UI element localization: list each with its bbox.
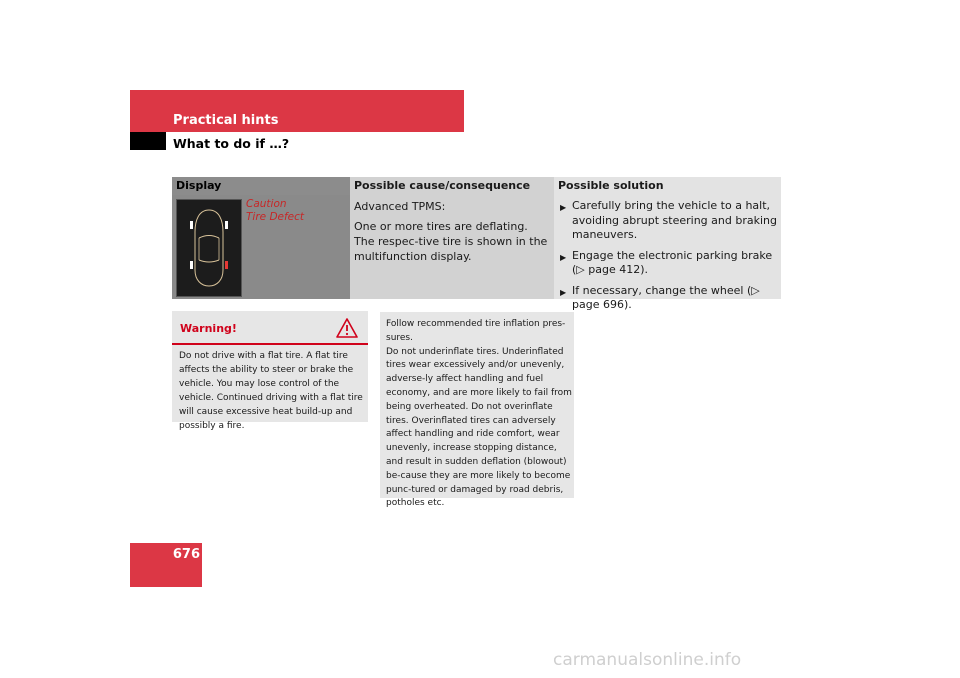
display-message xyxy=(246,198,304,224)
info-line1: Follow recommended tire inflation pres-sures. xyxy=(386,319,566,343)
solution-text: Engage the electronic parking brake (▷ page 412). xyxy=(572,248,773,276)
info-line2: Do not underinflate tires. Underinflated tires wear excessively and/or unevenly, adverse-ly affect handling and fuel economy, and are more likely to fail from being overheated. Do not overinflate tires. Overinflated tires can adversely affect handling and ride comfort, wear unevenly, increase stopping distance, and result in sudden deflation (blowout) be-cause they are more likely to become punc-tured or damaged by road debris, potholes etc. xyxy=(386,346,572,509)
bullet-triangle-icon: ▶ xyxy=(560,252,567,262)
column-header-display: Display xyxy=(172,177,350,195)
solution-cell xyxy=(554,195,781,311)
column-header-solution: Possible solution xyxy=(554,177,781,195)
warning-title: Warning! xyxy=(180,322,237,335)
display-message-line1: Caution xyxy=(246,198,287,210)
display-message-line2: Tire Defect xyxy=(246,211,305,223)
bullet-triangle-icon: ▶ xyxy=(560,287,567,297)
warning-divider xyxy=(172,343,368,345)
cause-heading: Advanced TPMS: xyxy=(354,200,446,213)
cause-text: One or more tires are deflating. The respec-tive tire is shown in the multifunction display. xyxy=(354,220,548,263)
section-title: Practical hints xyxy=(173,113,279,128)
warning-box xyxy=(172,311,368,431)
info-text xyxy=(386,318,572,511)
warning-text: Do not drive with a flat tire. A flat tire affects the ability to steer or brake the vehicle. You may lose control of the vehicle. Continued driving with a flat tire will cause excessive heat build-up and possibly a fire. xyxy=(179,351,363,431)
troubleshooting-table xyxy=(172,177,781,311)
column-header-cause: Possible cause/consequence xyxy=(350,177,554,195)
solution-text: If necessary, change the wheel (▷ page 696). xyxy=(572,283,760,311)
subtitle-marker xyxy=(130,132,166,150)
solution-item xyxy=(556,284,779,313)
car-tire-icon xyxy=(177,200,241,296)
cause-cell xyxy=(350,195,554,299)
info-box xyxy=(380,312,574,509)
display-cell xyxy=(172,195,350,299)
watermark: carmanualsonline.info xyxy=(553,650,742,670)
page-number: 676 xyxy=(172,547,200,562)
solution-text: Carefully bring the vehicle to a halt, avoiding abrupt steering and braking maneuvers. xyxy=(572,199,777,241)
subtitle: What to do if …? xyxy=(173,136,290,151)
solution-item xyxy=(556,249,779,278)
solution-item xyxy=(556,199,779,243)
bullet-triangle-icon: ▶ xyxy=(560,203,567,212)
multifunction-display-image xyxy=(176,199,242,297)
warning-triangle-icon xyxy=(336,317,358,339)
